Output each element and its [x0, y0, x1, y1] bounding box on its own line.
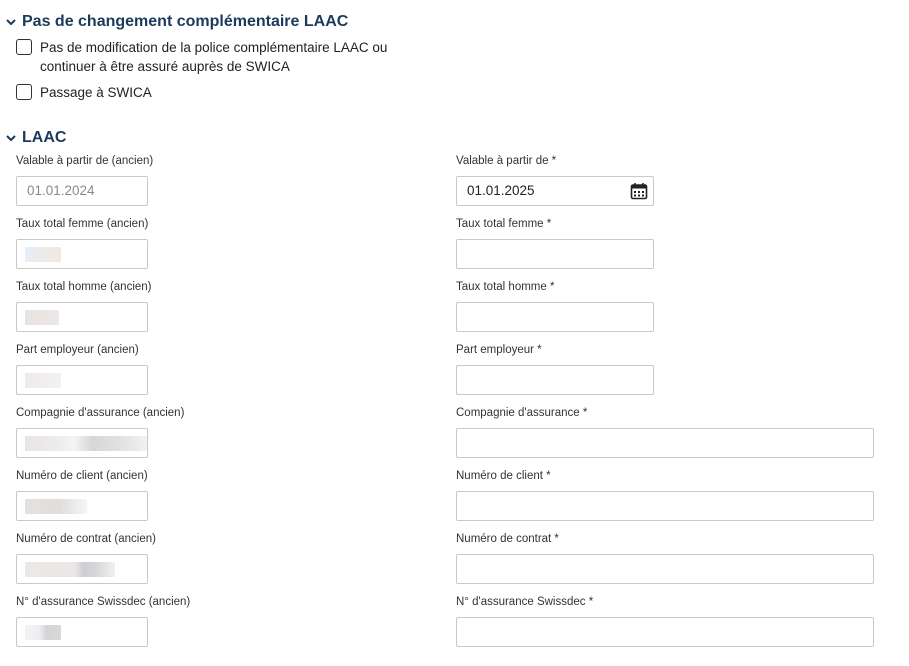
redacted-value [25, 310, 59, 325]
label-contract-number-old: Numéro de contrat (ancien) [16, 533, 156, 545]
swissdec-number-old-field [16, 617, 148, 647]
client-number-field[interactable] [456, 491, 874, 521]
section-title: Pas de changement complémentaire LAAC [22, 13, 349, 30]
swissdec-number-field[interactable] [456, 617, 874, 647]
contract-number-field[interactable] [456, 554, 874, 584]
option-passage-swica[interactable] [16, 83, 400, 102]
label-insurer-old: Compagnie d'assurance (ancien) [16, 407, 185, 419]
valid-from-old-field: 01.01.2024 [16, 176, 148, 206]
valid-from-field[interactable] [456, 176, 654, 206]
checkbox[interactable] [16, 84, 32, 100]
valid-from-value: 01.01.2025 [467, 183, 535, 198]
section-title: LAAC [22, 129, 67, 146]
client-number-old-field [16, 491, 148, 521]
checkbox-label: Passage à SWICA [40, 85, 152, 100]
label-rate-men: Taux total homme * [456, 281, 555, 293]
label-insurer: Compagnie d'assurance * [456, 407, 588, 419]
label-rate-women: Taux total femme * [456, 218, 552, 230]
redacted-value [25, 373, 61, 388]
calendar-icon[interactable] [630, 182, 648, 200]
section-header-no-change[interactable] [4, 13, 348, 31]
label-employer-share-old: Part employeur (ancien) [16, 344, 139, 356]
label-employer-share: Part employeur * [456, 344, 542, 356]
label-swissdec-number-old: N° d'assurance Swissdec (ancien) [16, 596, 191, 608]
rate-women-old-field [16, 239, 148, 269]
insurer-old-field [16, 428, 148, 458]
checkbox[interactable] [16, 39, 32, 55]
label-swissdec-number: N° d'assurance Swissdec * [456, 596, 594, 608]
label-valid-from-old: Valable à partir de (ancien) [16, 155, 154, 167]
checkbox-label: Pas de modification de la police complémentaire LAAC ou continuer à être assuré auprès de SWICA [40, 40, 388, 74]
label-client-number-old: Numéro de client (ancien) [16, 470, 148, 482]
option-no-modification[interactable] [16, 38, 400, 76]
rate-men-field[interactable] [456, 302, 654, 332]
insurer-field[interactable] [456, 428, 874, 458]
label-valid-from: Valable à partir de * [456, 155, 557, 167]
contract-number-old-field [16, 554, 148, 584]
redacted-value [25, 436, 147, 451]
label-rate-men-old: Taux total homme (ancien) [16, 281, 152, 293]
chevron-down-icon [4, 131, 18, 145]
label-contract-number: Numéro de contrat * [456, 533, 559, 545]
section-header-laac[interactable] [4, 129, 66, 147]
rate-women-field[interactable] [456, 239, 654, 269]
rate-men-old-field [16, 302, 148, 332]
label-rate-women-old: Taux total femme (ancien) [16, 218, 149, 230]
redacted-value [25, 625, 61, 640]
employer-share-field[interactable] [456, 365, 654, 395]
chevron-down-icon [4, 15, 18, 29]
redacted-value [25, 247, 61, 262]
redacted-value [25, 499, 87, 514]
employer-share-old-field [16, 365, 148, 395]
label-client-number: Numéro de client * [456, 470, 551, 482]
redacted-value [25, 562, 115, 577]
